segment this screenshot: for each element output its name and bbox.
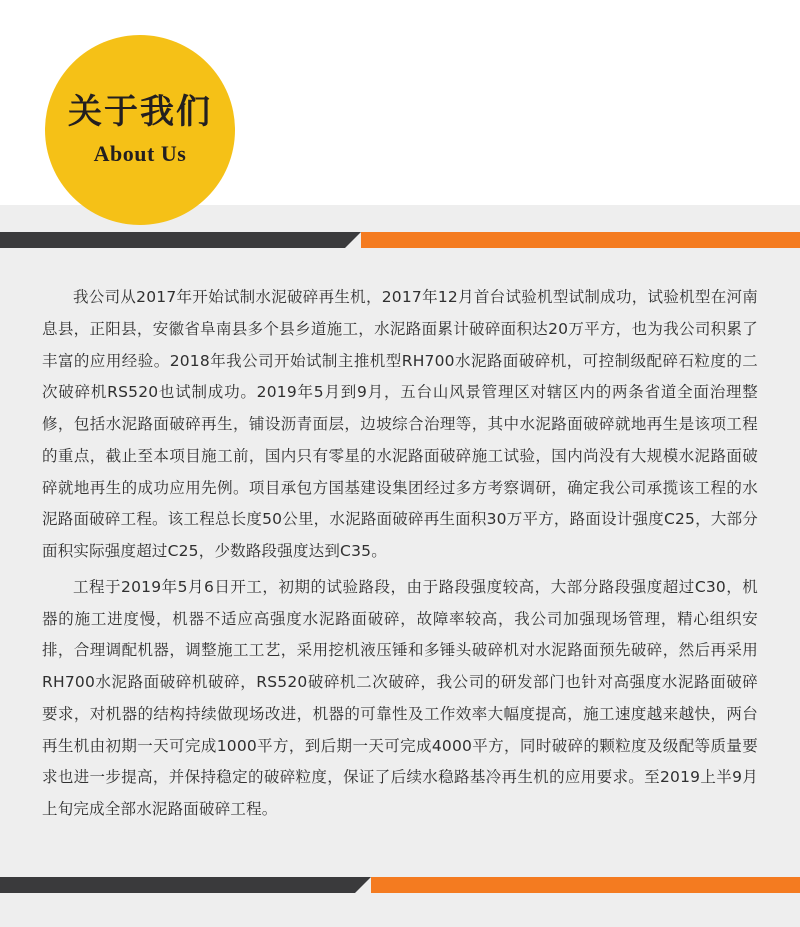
top-divider (0, 232, 800, 248)
page-header (0, 0, 800, 205)
page-title: 关于我们 (68, 92, 212, 133)
divider-dark-segment (0, 232, 345, 248)
paragraph-1: 我公司从2017年开始试制水泥破碎再生机，2017年12月首台试验机型试制成功，试验机型在河南息县，正阳县，安徽省阜南县多个县乡道施工，水泥路面累计破碎面积达20万平方，也为我公司积累了丰富的应用经验。2018年我公司开始试制主推机型RH700水泥路面破碎机，可控制级配碎石粒度的二次破碎机RS520也试制成功。2019年5月到9月，五台山风景管理区对辖区内的两条省道全面治理整修，包括水泥路面破碎再生，铺设沥青面层，边坡综合治理等，其中水泥路面破碎就地再生是该项工程的重点，截止至本项目施工前，国内只有零星的水泥路面破碎施工试验，国内尚没有大规模水泥路面破碎就地再生的成功应用先例。项目承包方国基建设集团经过多方考察调研，确定我公司承揽该工程的水泥路面破碎工程。该工程总长度50公里，水泥路面破碎再生面积30万平方，路面设计强度C25，大部分面积实际强度超过C25，少数路段强度达到C35。 (42, 288, 758, 561)
divider-orange-segment-bottom (371, 877, 800, 893)
bottom-divider (0, 877, 800, 893)
paragraph-2: 工程于2019年5月6日开工，初期的试验路段，由于路段强度较高，大部分路段强度超过C30，机器的施工进度慢，机器不适应高强度水泥路面破碎，故障率较高，我公司加强现场管理，精心组织安排，合理调配机器，调整施工工艺，采用挖机液压锤和多锤头破碎机对水泥路面预先破碎，然后再采用RH700水泥路面破碎机破碎，RS520破碎机二次破碎，我公司的研发部门也针对高强度水泥路面破碎要求，对机器的结构持续做现场改进，机器的可靠性及工作效率大幅度提高，施工速度越来越快，两台再生机由初期一天可完成1000平方，到后期一天可完成4000平方，同时破碎的颗粒度及级配等质量要求也进一步提高，并保持稳定的破碎粒度，保证了后续水稳路基冷再生机的应用要求。至2019上半9月上旬完成全部水泥路面破碎工程。 (42, 577, 758, 819)
bottom-divider-holder (0, 877, 800, 893)
article-body (0, 282, 800, 826)
page-subtitle: About Us (93, 140, 187, 166)
divider-dark-segment-bottom (0, 877, 355, 893)
about-us-badge (45, 35, 235, 225)
divider-orange-segment (361, 232, 800, 248)
